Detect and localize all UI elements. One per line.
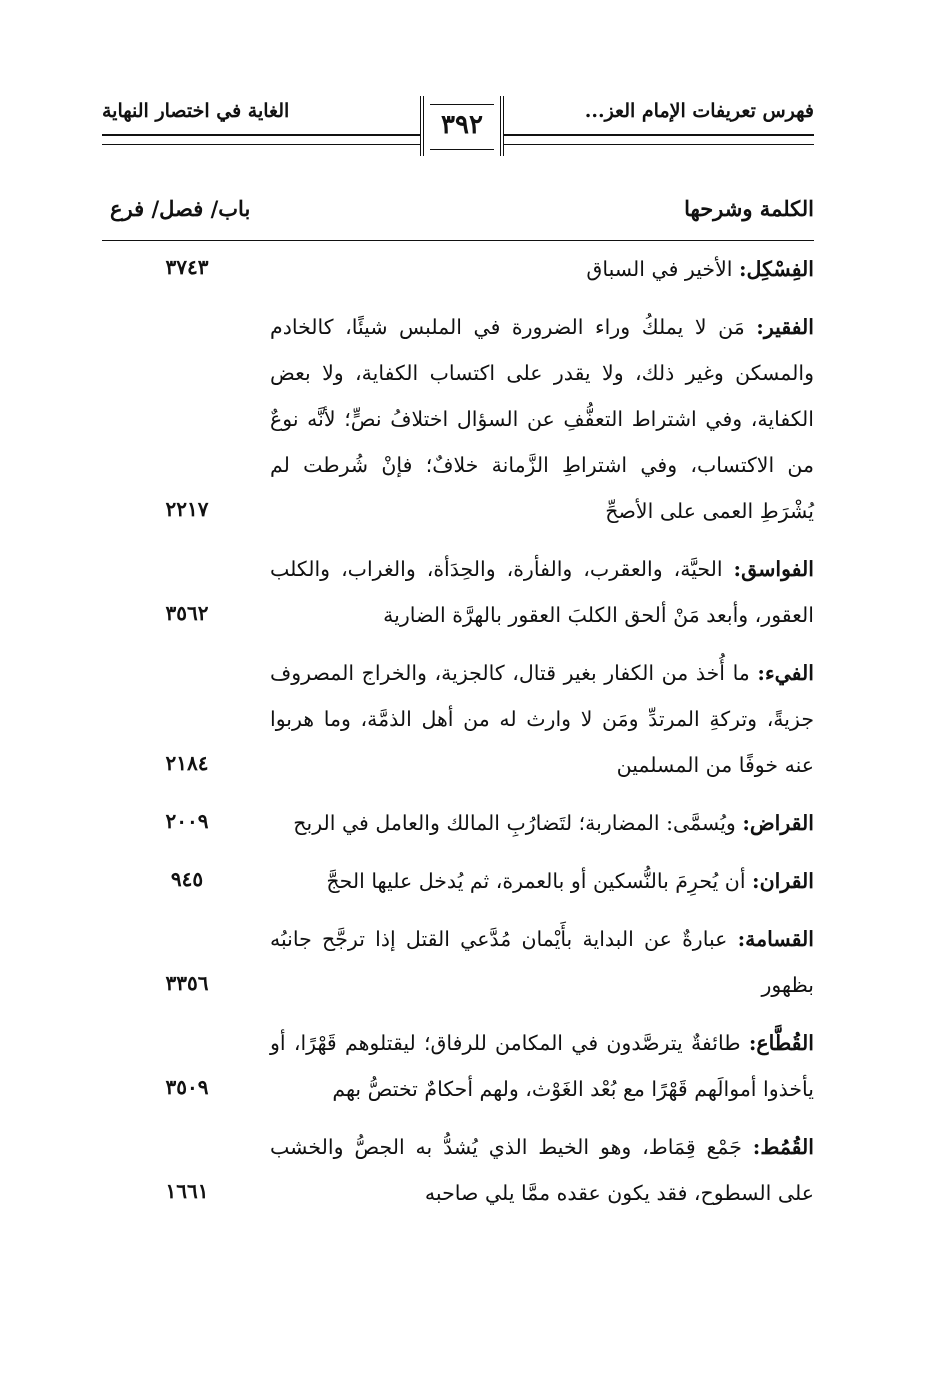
index-entry [102, 800, 814, 846]
entry-text [270, 1124, 814, 1216]
index-entry [102, 246, 814, 292]
column-header-reference: باب/ فصل/ فرع [110, 196, 251, 221]
index-entries [102, 246, 814, 1228]
running-head-left-title: الغاية في اختصار النهاية [102, 100, 290, 122]
entry-text [270, 916, 814, 1008]
index-entry [102, 304, 814, 534]
page-number-frame [420, 96, 504, 156]
entry-term: القُمُط: [752, 1135, 814, 1159]
entry-reference-number: ٣٣٥٦ [165, 971, 209, 995]
entry-text [270, 1020, 814, 1112]
entry-text [270, 546, 814, 638]
entry-term: القران: [752, 869, 814, 893]
entry-reference-number: ٣٥٠٩ [165, 1075, 209, 1099]
running-head-right-title: فهرس تعريفات الإمام العز... [584, 100, 814, 122]
entry-definition: عبارةٌ عن البداية بأَيْمان مُدَّعي القتل إذا ترجَّح جانبُه بظهور [270, 927, 814, 997]
entry-text [270, 800, 814, 846]
entry-definition: أن يُحرِمَ بالنُّسكين أو بالعمرة، ثم يُدخل عليها الحجَّ [326, 869, 753, 893]
entry-reference-number: ٢٢١٧ [165, 497, 209, 521]
entry-text [270, 858, 814, 904]
entry-text [270, 650, 814, 788]
entry-term: الفيء: [757, 661, 814, 685]
entry-term: القسامة: [737, 927, 814, 951]
index-entry [102, 916, 814, 1008]
entry-term: الفقير: [756, 315, 814, 339]
index-entry [102, 858, 814, 904]
index-table-header [102, 196, 814, 241]
entry-term: الفواسق: [733, 557, 814, 581]
entry-text [270, 246, 814, 292]
index-entry [102, 1124, 814, 1216]
entry-reference-number: ٢١٨٤ [165, 751, 209, 775]
page-number: ٣٩٢ [441, 110, 483, 140]
running-head [102, 96, 814, 156]
entry-reference-number: ٩٤٥ [170, 867, 204, 891]
column-header-term: الكلمة وشرحها [684, 196, 814, 221]
entry-reference-number: ٣٥٦٢ [165, 601, 209, 625]
entry-reference-number: ١٦٦١ [165, 1179, 209, 1203]
entry-definition: الأخير في السباق [586, 257, 739, 281]
entry-definition: جَمْع قِمَاط، وهو الخيط الذي يُشدُّ به الجصُّ والخشب على السطوح، فقد يكون عقده ممَّا يلي صاحبه [270, 1135, 814, 1205]
entry-text [270, 304, 814, 534]
entry-definition: مَن لا يملكُ وراء الضرورة في الملبس شيئًا، كالخادم والمسكن وغير ذلك، ولا يقدر على اكتساب الكفاية، ولا بعض الكفاية، وفي اشتراط التعفُّفِ عن السؤال اختلافُ نصٍّ؛ لأنَّه نوعٌ من الاكتساب، وفي اشتراطِ الزَّمانة خلافٌ؛ فإنْ شُرطت لم يُشْرَطِ العمى على الأصحِّ [270, 315, 814, 523]
entry-definition: ويُسمَّى: المضاربة؛ لتَضارُبِ المالك والعامل في الربح [293, 811, 743, 835]
index-entry [102, 546, 814, 638]
entry-definition: طائفةٌ يترصَّدون في المكامن للرفاق؛ ليقتلوهم قَهْرًا، أو يأخذوا أموالَهم قَهْرًا مع بُعْد الغَوْث، ولهم أحكامٌ تختصُّ بهم [270, 1031, 814, 1101]
entry-term: القُطَّاع: [748, 1031, 814, 1055]
entry-term: القراض: [742, 811, 814, 835]
index-entry [102, 650, 814, 788]
entry-reference-number: ٣٧٤٣ [165, 255, 209, 279]
entry-definition: الحيَّة، والعقرب، والفأرة، والحِدَأة، والغراب، والكلب العقور، وأبعد مَنْ ألحق الكلبَ العقور بالهرَّة الضارية [270, 557, 814, 627]
entry-definition: ما أُخذ من الكفار بغير قتال، كالجزية، والخراج المصروف جزيةً، وتركةِ المرتدِّ ومَن لا وارث له من أهل الذمَّة، وما هربوا عنه خوفًا من المسلمين [270, 661, 814, 777]
entry-term: الفِسْكِل: [738, 257, 814, 281]
entry-reference-number: ٢٠٠٩ [165, 809, 209, 833]
index-entry [102, 1020, 814, 1112]
